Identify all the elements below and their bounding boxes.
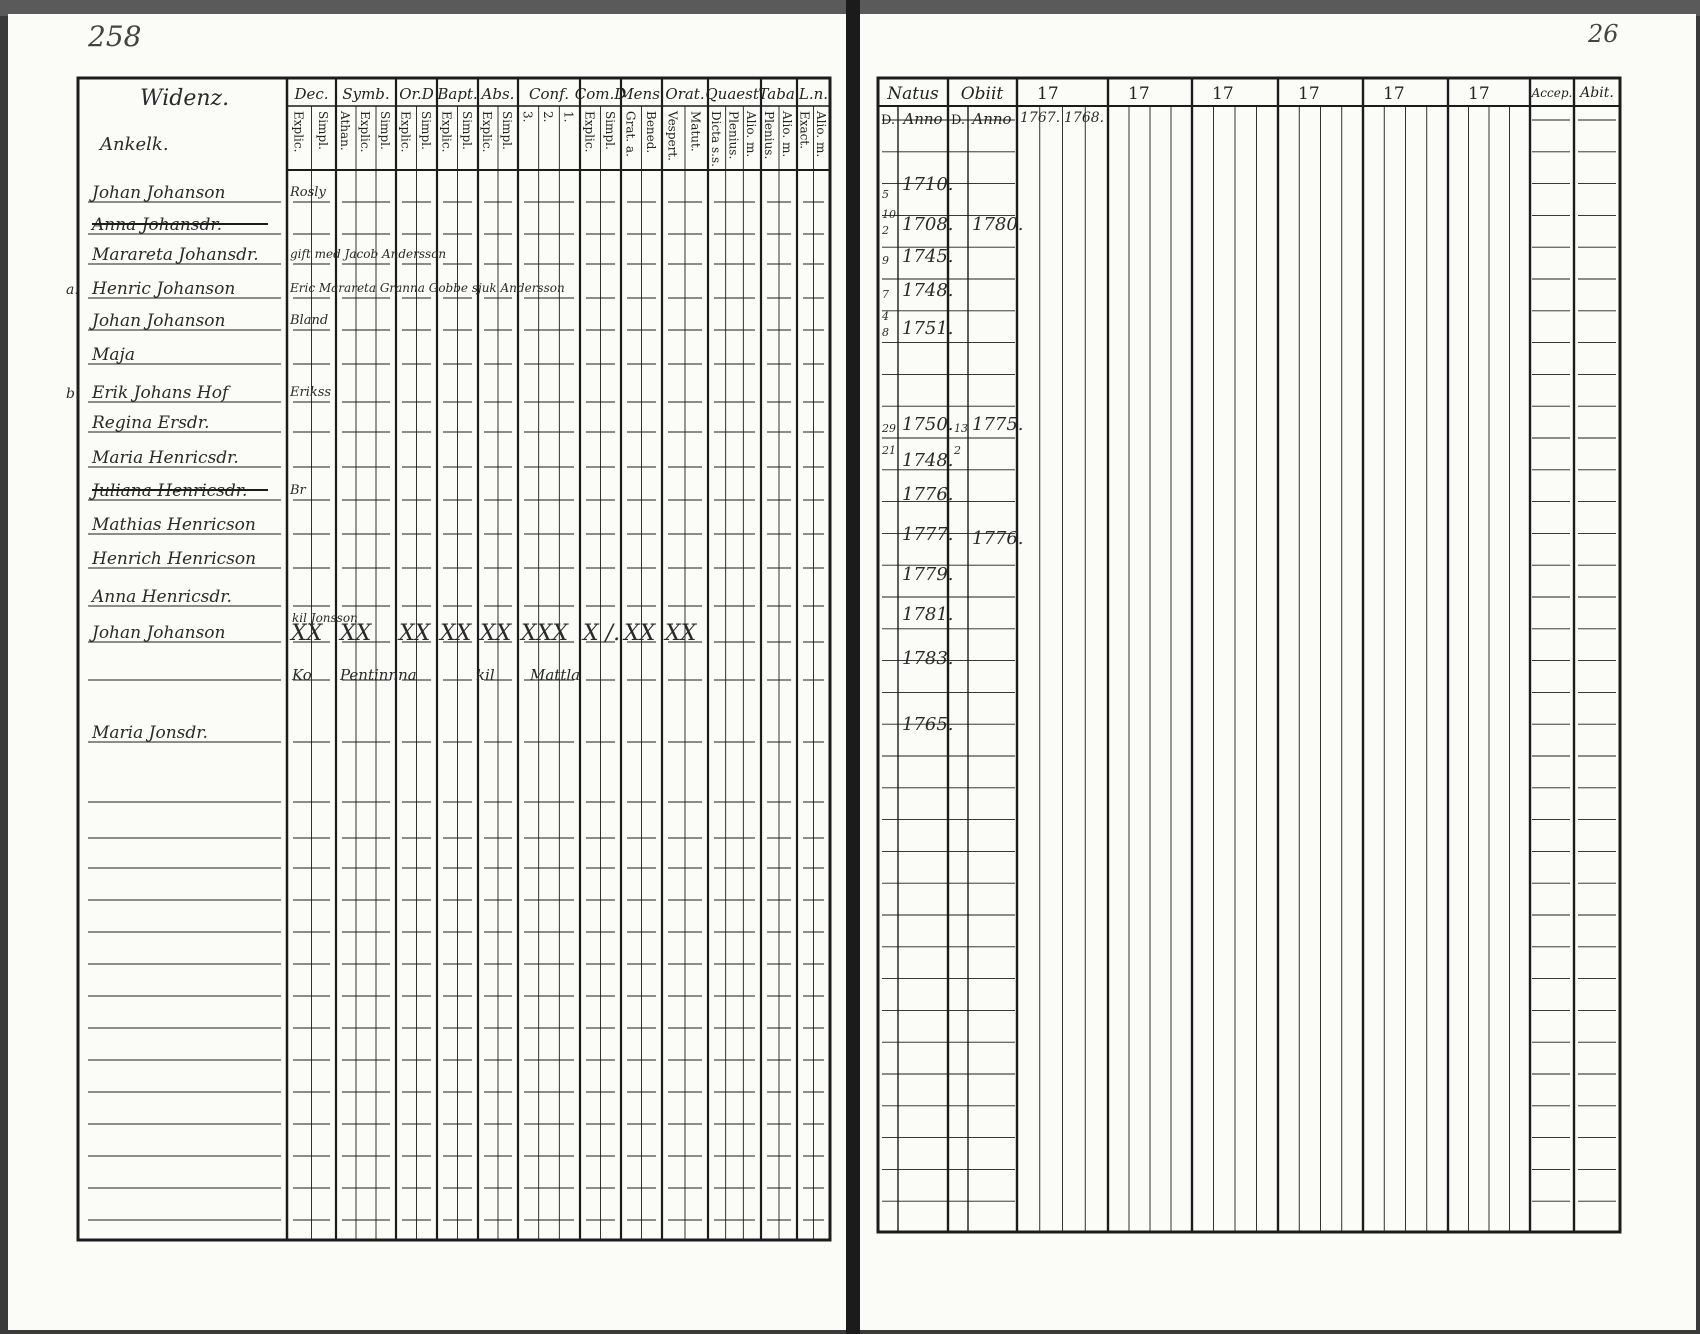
column-header-9: Quaest.	[705, 85, 764, 103]
attendance-mark: XX	[665, 621, 697, 646]
day-mark: 4	[882, 310, 889, 323]
row-note: Bland	[290, 313, 329, 328]
column-header-6: Com.D	[574, 85, 627, 103]
sub-header: Plenius.	[762, 111, 776, 160]
row-note: gift med Jacob Andersson	[290, 247, 447, 261]
attendance-mark: XX	[399, 621, 431, 646]
obiit-header: Obiit	[960, 84, 1004, 104]
sub-header: Simpl.	[418, 111, 433, 150]
sub-header: Alio. m.	[744, 111, 759, 158]
day-mark: 2	[954, 444, 961, 457]
sub-header: Simpl.	[378, 111, 392, 150]
natus-header: Natus	[887, 84, 939, 104]
page-number-left: 258	[88, 20, 142, 53]
household-member-name: Henrich Henricson	[92, 549, 257, 569]
column-header-10: Taba.	[758, 85, 800, 103]
household-member-name: Regina Ersdr.	[92, 413, 210, 433]
birth-year: 1751.	[902, 318, 954, 339]
sub-header: Explic.	[291, 111, 306, 153]
year-cell: 1768.	[1064, 110, 1105, 126]
year-header: 17	[1383, 84, 1405, 104]
column-header-2: Or.D	[399, 85, 434, 103]
death-year: 1775.	[972, 414, 1024, 435]
year-cell: 1767.	[1020, 110, 1061, 126]
column-header-0: Dec.	[294, 85, 329, 103]
sub-header: Alio. m.	[780, 111, 794, 158]
sub-header: Bened.	[643, 111, 658, 154]
column-header-5: Conf.	[529, 85, 569, 103]
margin-mark: a.	[66, 282, 79, 298]
sub-header: 2.	[541, 111, 555, 123]
margin-mark: b.	[66, 386, 80, 402]
row-note: kil Jonsson	[292, 611, 358, 625]
column-header-1: Symb.	[342, 85, 390, 103]
attendance-mark: XX	[624, 621, 656, 646]
death-year: 1776.	[972, 528, 1024, 549]
attendance-mark: XX	[480, 621, 512, 646]
year-header: 17	[1128, 84, 1150, 104]
attendance-mark: XXX	[521, 621, 568, 646]
household-member-name: Maria Jonsdr.	[92, 723, 208, 743]
day-mark: 13	[954, 422, 968, 435]
sub-header: 1.	[561, 111, 576, 123]
accep-header: Accep.	[1531, 86, 1573, 100]
death-year: 1780.	[972, 214, 1024, 235]
household-member-name: Mathias Henricson	[92, 515, 256, 535]
day-mark: 2	[882, 224, 889, 237]
household-member-name: Henric Johanson	[92, 279, 236, 299]
birth-year: 1776.	[902, 484, 954, 505]
birth-year: 1783.	[902, 648, 954, 669]
sub-header: Exact.	[797, 111, 812, 150]
sub-header: Vespert.	[665, 111, 680, 161]
sub-header: 3.	[520, 111, 535, 123]
household-member-name: Maja	[92, 345, 135, 365]
birth-year: 1710.	[902, 174, 954, 195]
household-member-name: Anna Johansdr.	[92, 215, 223, 235]
day-header: D.	[880, 113, 896, 128]
row-note: Ko	[292, 666, 312, 684]
birth-year: 1765.	[902, 714, 954, 735]
day-mark: 5	[882, 188, 889, 201]
row-note: Rosly	[290, 185, 326, 200]
row-note: Mattla	[530, 666, 581, 684]
group-label: Ankelk.	[100, 134, 169, 155]
anno-header: Anno	[972, 110, 1012, 128]
day-header: D.	[950, 113, 966, 128]
day-mark: 8	[882, 326, 889, 339]
sub-header: Plenius.	[726, 111, 741, 160]
birth-year: 1708.	[902, 214, 954, 235]
household-member-name: Johan Johanson	[92, 311, 226, 331]
household-member-name: Marareta Johansdr.	[92, 245, 259, 265]
household-member-name: Johan Johanson	[92, 623, 226, 643]
right-table-frame	[878, 78, 1620, 1232]
sub-header: Athan.	[338, 111, 352, 151]
row-note: Eric Marareta Granna Gobbe sjuk Andersson	[290, 281, 565, 295]
birth-year: 1777.	[902, 524, 954, 545]
sub-header: Explic.	[582, 111, 597, 153]
column-header-11: L.n.	[798, 85, 829, 103]
day-mark: 29	[882, 422, 896, 435]
household-member-name: Anna Henricsdr.	[92, 587, 232, 607]
sub-header: Simpl.	[315, 111, 330, 150]
year-header: 17	[1212, 84, 1234, 104]
page-number-right: 26	[1588, 20, 1619, 48]
birth-year: 1745.	[902, 246, 954, 267]
row-note: Erikss	[290, 385, 332, 400]
sub-header: Alio. m.	[813, 111, 828, 158]
anno-header: Anno	[903, 110, 943, 128]
column-header-7: Mens.	[618, 85, 665, 103]
column-header-3: Bapt.	[437, 85, 478, 103]
year-header: 17	[1298, 84, 1320, 104]
attendance-mark: X /.	[583, 621, 621, 646]
attendance-mark: XX	[291, 621, 323, 646]
attendance-mark: XX	[340, 621, 372, 646]
column-header-4: Abs.	[481, 85, 515, 103]
row-note: Br	[290, 483, 306, 498]
birth-year: 1781.	[902, 604, 954, 625]
sub-header: Simpl.	[459, 111, 474, 150]
sub-header: Explic.	[358, 111, 372, 153]
year-header: 17	[1037, 84, 1059, 104]
birth-year: 1779.	[902, 564, 954, 585]
day-mark: 21	[882, 444, 896, 457]
day-mark: 7	[882, 288, 889, 301]
day-mark: 10	[882, 208, 896, 221]
row-note: Pentinnna	[340, 666, 417, 684]
row-note: kil	[476, 666, 495, 684]
household-member-name: Maria Henricsdr.	[92, 448, 239, 468]
column-header-8: Orat.	[665, 85, 705, 103]
sub-header: Dicta s.s.	[708, 111, 723, 167]
household-member-name: Erik Johans Hof	[92, 383, 229, 403]
birth-year: 1748.	[902, 280, 954, 301]
sub-header: Explic.	[398, 111, 413, 153]
sub-header: Simpl.	[602, 111, 617, 150]
sub-header: Explic.	[480, 111, 494, 153]
sub-header: Simpl.	[500, 111, 514, 150]
sub-header: Matut.	[688, 111, 703, 152]
birth-year: 1748.	[902, 450, 954, 471]
household-member-name: Juliana Henricsdr.	[92, 481, 248, 501]
day-mark: 9	[882, 254, 889, 267]
household-member-name: Johan Johanson	[92, 183, 226, 203]
year-header: 17	[1468, 84, 1490, 104]
sub-header: Explic.	[439, 111, 454, 153]
village-name: Widenz.	[140, 86, 230, 111]
abit-header: Abit.	[1580, 85, 1614, 101]
attendance-mark: XX	[440, 621, 472, 646]
birth-year: 1750.	[902, 414, 954, 435]
sub-header: Grat. a.	[623, 111, 638, 157]
